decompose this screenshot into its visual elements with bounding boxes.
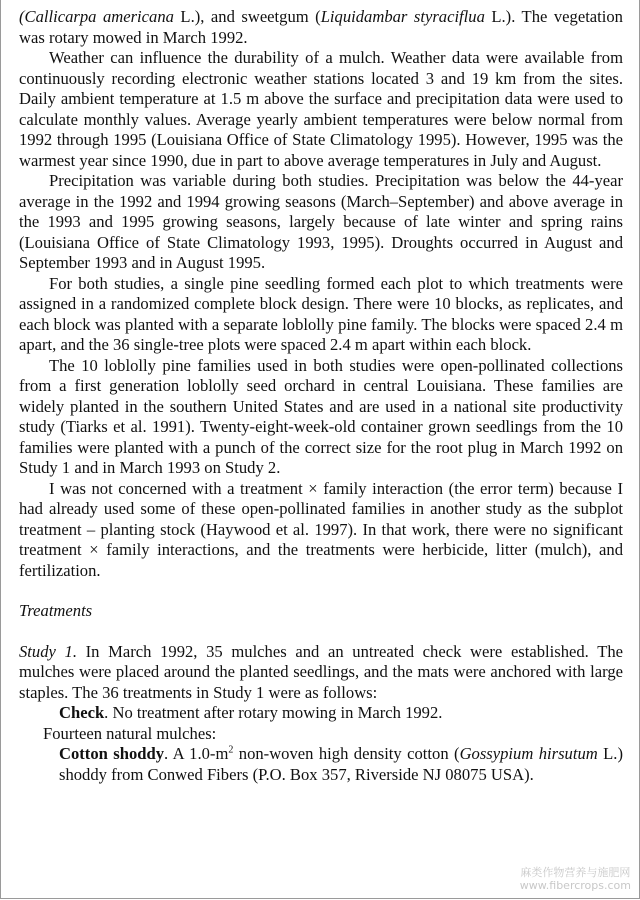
paragraph-families: The 10 loblolly pine families used in both studies were open-pollinated collections from a first generation loblolly seed orchard in central Louisiana. These families are widely planted in the southern United States and are used in a national site productivity study (Tiarks et al. 1991). Twenty-eight-week-old container grown seedlings from the 10 families were planted with a punch of the correct size for the root plug in March 1992 on Study 1 and in March 1993 on Study 2. [19, 355, 623, 477]
species-name: Gossypium hirsutum [459, 744, 598, 763]
item-term: Cotton shoddy [59, 744, 165, 763]
watermark-url: www.fibercrops.com [519, 879, 631, 892]
study-label: Study 1. [19, 641, 77, 661]
paragraph-study1 [19, 642, 623, 704]
paragraph-interaction: I was not concerned with a treatment × family interaction (the error term) because I had already used some of these open-pollinated families in another study as the subplot treatment – planting stock (Haywood et al. 1997). In that work, there were no significant treatment × family interactions, and the treatments were herbicide, litter (mulch), and fertilization. [19, 478, 623, 580]
paragraph-vegetation [19, 7, 623, 48]
text-run: . No treatment after rotary mowing in March 1992. [104, 703, 443, 722]
text-run: L.), and sweetgum ( [173, 7, 321, 26]
text-run: L.). The vegetation was rotary mowed in March 1992. [19, 7, 623, 47]
text-run: L.) shoddy from Conwed Fibers (P.O. Box 357, Riverside NJ 08075 USA). [59, 744, 623, 784]
paragraph-design: For both studies, a single pine seedling formed each plot to which treatments were assigned in a randomized complete block design. There were 10 blocks, as replicates, and each block was planted with a separate loblolly pine family. The blocks were spaced 2.4 m apart, and the 36 single-tree plots were spaced 2.4 m apart within each block. [19, 273, 623, 354]
section-heading: Treatments [19, 601, 93, 620]
superscript: 2 [228, 744, 234, 756]
watermark-line: 麻类作物营养与施肥网 [520, 866, 631, 879]
paragraph-precipitation: Precipitation was variable during both studies. Precipitation was below the 44-year average in the 1992 and 1994 growing seasons (March–September) and above average in the 1993 and 1995 growing seasons, largely because of late winter and spring rains (Louisiana Office of State Climatology 1993, 1995). Droughts occurred in August and September 1993 and in August 1995. [19, 171, 623, 272]
item-check [59, 703, 623, 724]
paragraph-weather: Weather can influence the durability of a mulch. Weather data were available from continuously recording electronic weather stations located 3 and 19 km from the sites. Daily ambient temperature at 1.5 m above the surface and precipitation data were used to calculate monthly values. Average yearly ambient temperatures were below normal from 1992 through 1995 (Louisiana Office of State Climatology 1995). However, 1995 was the warmest year since 1990, due in part to above average temperatures in July and August. [19, 48, 623, 170]
text-run: non-woven high density cotton ( [233, 744, 460, 763]
text-run: . A 1.0-m [164, 744, 229, 763]
item-term: Check [59, 703, 105, 722]
subheading-natural-mulches: Fourteen natural mulches: [43, 723, 217, 743]
document-body [19, 7, 623, 785]
watermark [520, 866, 631, 892]
text-run: In March 1992, 35 mulches and an untreated check were established. The mulches were placed around the planted seedlings, and the mats were anchored with large staples. The 36 treatments in Study 1 were as follows: [19, 641, 623, 702]
item-cotton-shoddy [59, 744, 623, 785]
species-name: Liquidambar styraciflua [320, 7, 485, 26]
species-name: (Callicarpa americana [19, 7, 174, 26]
